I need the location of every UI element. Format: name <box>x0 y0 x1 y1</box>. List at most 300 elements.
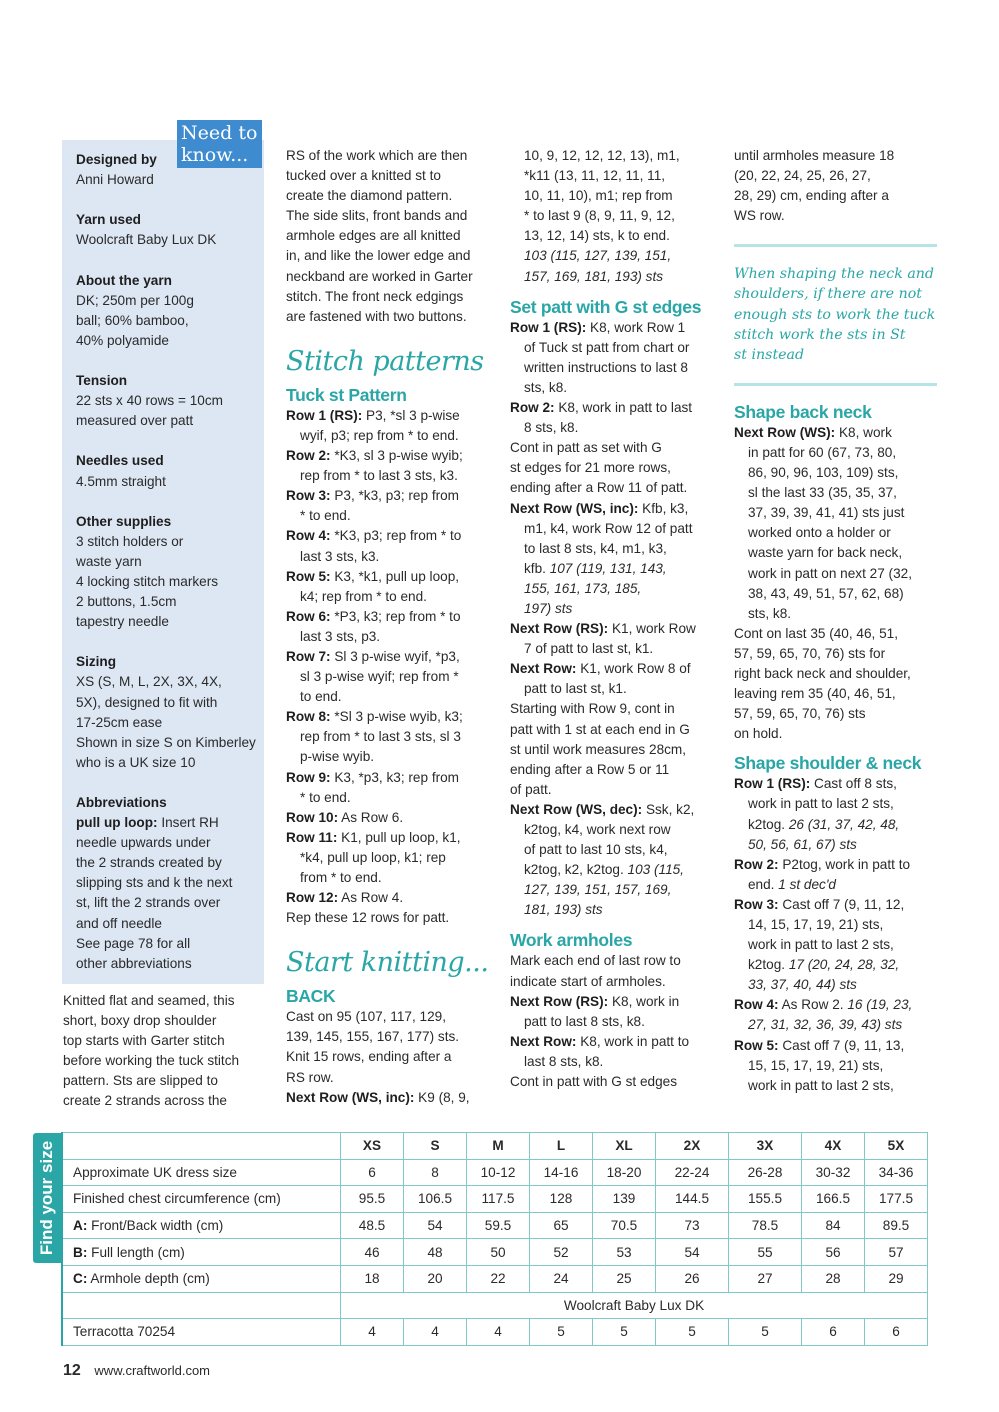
pattern-row <box>286 567 488 587</box>
tuck-st-heading: Tuck st Pattern <box>286 384 407 405</box>
table-cell: 177.5 <box>865 1186 928 1213</box>
table-cell: 155.5 <box>729 1186 802 1213</box>
row-text: P3, *k3, p3; rep from <box>330 488 460 504</box>
labeled-line <box>734 774 937 794</box>
row-text: Cast off 7 (9, 11, 13, <box>778 1037 905 1053</box>
text-line: Cont in patt with G st edges <box>510 1074 677 1090</box>
table-cell: 56 <box>802 1239 865 1266</box>
table-cell: 34-36 <box>865 1159 928 1186</box>
stitch-count: 107 (119, 131, 143, <box>549 560 667 576</box>
table-cell: 95.5 <box>341 1186 404 1213</box>
table-cell: XL <box>593 1133 656 1160</box>
row-label: Row 6: <box>286 608 331 624</box>
italic-line <box>734 975 937 995</box>
row-text: K8, work in patt to last <box>554 400 693 416</box>
table-cell: 22 <box>467 1265 530 1292</box>
stitch-count: 127, 139, 151, 157, 169, <box>524 882 672 898</box>
mixed-line <box>734 955 937 975</box>
sidebar-heading: Abbreviations <box>76 795 167 810</box>
pattern-row <box>286 406 488 426</box>
sidebar-line: waste yarn <box>76 553 142 569</box>
measure-label: Armhole depth (cm) <box>87 1271 210 1287</box>
table-cell: 50 <box>467 1239 530 1266</box>
text: kfb. <box>524 560 550 576</box>
row-label: Row 12: <box>286 890 339 906</box>
text-line: 57, 59, 65, 70, 76) sts for <box>734 645 886 661</box>
table-cell: 18-20 <box>593 1159 656 1186</box>
start-knitting-title: Start knitting... <box>286 947 489 979</box>
text-line: 57, 59, 65, 70, 76) sts <box>734 706 866 722</box>
text-line: indicate start of armholes. <box>510 973 666 989</box>
sidebar-line: 3 stitch holders or <box>76 533 184 549</box>
website-url: www.craftworld.com <box>94 1363 210 1378</box>
mixed-line <box>734 875 937 895</box>
text-line: Cont in patt as set with G <box>510 440 662 456</box>
row-label: Next Row (RS): <box>510 621 609 637</box>
back-instructions <box>286 1007 488 1087</box>
table-cell: 57 <box>865 1239 928 1266</box>
text-line: 139, 145, 155, 167, 177) sts. <box>286 1029 460 1045</box>
text-line: 15, 15, 17, 19, 21) sts, <box>748 1057 884 1073</box>
table-cell: 25 <box>593 1265 656 1292</box>
table-cell: 48.5 <box>341 1212 404 1239</box>
italic-line <box>510 579 701 599</box>
stitch-count: 17 (20, 24, 28, 32, <box>788 957 900 973</box>
text-line: 7 of patt to last st, k1. <box>524 641 654 657</box>
table-cell: 14-16 <box>530 1159 593 1186</box>
row-text: Cast off 7 (9, 11, 12, <box>778 896 905 912</box>
tip-quote-line: stitch work the sts in St <box>734 326 906 343</box>
table-cell: 128 <box>530 1186 593 1213</box>
row-label: Next Row (RS): <box>510 993 609 1009</box>
pattern-row <box>286 888 488 908</box>
text-line: rep from * to last 3 sts, k3. <box>300 468 458 484</box>
table-row <box>62 1159 928 1186</box>
table-cell: 26 <box>656 1265 729 1292</box>
row-text: K1, work Row <box>608 621 696 637</box>
text-line: waste yarn for back neck, <box>748 545 903 561</box>
row-label: Next Row: <box>510 1033 577 1049</box>
text-line: patt to last st, k1. <box>524 681 627 697</box>
italic-line <box>510 880 701 900</box>
row-text: Kfb, k3, <box>638 500 689 516</box>
text-line: Knit 15 rows, ending after a <box>286 1049 452 1065</box>
text-line: Cont on last 35 (40, 46, 51, <box>734 625 898 641</box>
text-line: rep from * to last 3 sts, sl 3 <box>300 729 461 745</box>
table-cell: 4 <box>341 1319 404 1346</box>
table-row-label: Terracotta 70254 <box>62 1319 341 1346</box>
sidebar-line: 5X), designed to fit with <box>76 694 218 710</box>
labeled-line <box>510 398 701 418</box>
text-line: create the diamond pattern. <box>286 188 453 204</box>
text-line: work in patt to last 2 sts, <box>748 1077 894 1093</box>
italic-line <box>734 1015 937 1035</box>
labeled-line <box>510 1032 701 1052</box>
pattern-row <box>286 647 488 667</box>
text-line: of patt. <box>510 781 552 797</box>
measure-letter: C: <box>73 1271 88 1287</box>
italic-line <box>510 599 701 619</box>
back-heading: BACK <box>286 986 336 1007</box>
row-text: K3, *k1, pull up loop, <box>330 568 460 584</box>
row-label: Row 10: <box>286 809 339 825</box>
sidebar-line: See page 78 for all <box>76 935 191 951</box>
sidebar-line: ball; 60% bamboo, <box>76 312 189 328</box>
text-line: are fastened with two buttons. <box>286 308 467 324</box>
row-label: Row 4: <box>286 528 331 544</box>
text: k2tog, k2, k2tog. <box>524 862 628 878</box>
stitch-count: 16 (19, 23, <box>847 997 913 1013</box>
abbrev-term-line <box>76 813 256 833</box>
text-line: sts, k8. <box>524 379 568 395</box>
tip-quote-line: st instead <box>734 346 805 363</box>
mixed-line <box>510 860 701 880</box>
text-line: last 3 sts, k3. <box>300 548 380 564</box>
table-cell: 3X <box>729 1133 802 1160</box>
table-cell: 20 <box>404 1265 467 1292</box>
text-line: sts, k8. <box>748 605 792 621</box>
row-label: Row 1 (RS): <box>734 776 811 792</box>
text-line: sl the last 33 (35, 35, 37, <box>748 485 897 501</box>
labeled-line <box>510 318 701 338</box>
table-cell: 144.5 <box>656 1186 729 1213</box>
row-text: *P3, k3; rep from * to <box>330 608 461 624</box>
text-line: 8 sts, k8. <box>524 420 579 436</box>
row-label: Row 3: <box>734 896 779 912</box>
row-label: Row 5: <box>734 1037 779 1053</box>
measure-letter: B: <box>73 1244 88 1260</box>
table-cell: 59.5 <box>467 1212 530 1239</box>
row-text: K8, work Row 1 <box>586 319 686 335</box>
table-row-label <box>62 1265 341 1292</box>
text-line: on hold. <box>734 726 783 742</box>
row-text: K8, work in patt to <box>576 1033 690 1049</box>
set-patt-heading: Set patt with G st edges <box>510 296 702 317</box>
text-line: 37, 39, 39, 41, 41) sts just <box>748 505 905 521</box>
stitch-count: 157, 169, 181, 193) sts <box>524 268 664 284</box>
text-line: 28, 29) cm, ending after a <box>734 188 889 204</box>
table-cell: S <box>404 1133 467 1160</box>
row-label: Row 2: <box>286 448 331 464</box>
text-line: work in patt to last 2 sts, <box>748 937 894 953</box>
stitch-count: 26 (31, 37, 42, 48, <box>788 816 900 832</box>
table-cell: 5X <box>865 1133 928 1160</box>
row-text: P3, *sl 3 p-wise <box>362 407 460 423</box>
sidebar-heading: Yarn used <box>76 212 141 228</box>
intro-continued <box>286 146 488 327</box>
measure-label: Finished chest circumference (cm) <box>73 1191 281 1207</box>
text-line: 14, 15, 17, 19, 21) sts, <box>748 917 884 932</box>
sidebar-line: XS (S, M, L, 2X, 3X, 4X, <box>76 674 222 690</box>
table-cell: 4 <box>467 1319 530 1346</box>
text-line: to last 8 sts, k4, m1, k3, <box>524 540 667 556</box>
row-text: K3, *p3, k3; rep from <box>330 769 460 785</box>
row-text: Ssk, k2, <box>642 801 695 817</box>
table-row <box>62 1265 928 1292</box>
text-line: of Tuck st patt from chart or <box>524 339 690 355</box>
text-line: 38, 43, 49, 51, 57, 62, 68) <box>748 585 904 601</box>
table-cell: 6 <box>865 1319 928 1346</box>
stitch-count: 103 (115, <box>627 862 684 878</box>
table-cell: 89.5 <box>865 1212 928 1239</box>
table-cell: 8 <box>404 1159 467 1186</box>
sidebar-line: Shown in size S on Kimberley <box>76 734 256 750</box>
text-line: right back neck and shoulder, <box>734 665 911 681</box>
row-label: Row 2: <box>510 400 555 416</box>
table-cell: 4 <box>404 1319 467 1346</box>
table-cell: M <box>467 1133 530 1160</box>
row-label: Next Row (WS): <box>734 424 836 440</box>
labeled-line <box>734 423 937 443</box>
text-line: in, and like the lower edge and <box>286 248 471 264</box>
sidebar-heading: Designed by <box>76 152 157 167</box>
labeled-line <box>510 992 701 1012</box>
table-cell: 5 <box>729 1319 802 1346</box>
sidebar-line: 4 locking stitch markers <box>76 573 219 589</box>
text-line: patt to last 8 sts, k8. <box>524 1013 645 1029</box>
intro-line: Knitted flat and seamed, this <box>63 993 235 1008</box>
labeled-line <box>510 800 701 820</box>
intro-line: short, boxy drop shoulder <box>63 1013 217 1029</box>
table-cell: 106.5 <box>404 1186 467 1213</box>
text-line: ending after a Row 5 or 11 <box>510 761 670 777</box>
sidebar-heading: About the yarn <box>76 272 172 288</box>
row-text: *Sl 3 p-wise wyib, k3; <box>330 709 463 725</box>
table-cell: 24 <box>530 1265 593 1292</box>
text-line: written instructions to last 8 <box>524 359 688 375</box>
table-row <box>62 1239 928 1266</box>
text-line: m1, k4, work Row 12 of patt <box>524 520 693 536</box>
measure-label: Front/Back width (cm) <box>87 1218 224 1234</box>
table-cell: 4X <box>802 1133 865 1160</box>
text-line: * to last 9 (8, 9, 11, 9, 12, <box>524 208 675 224</box>
text-line: st until work measures 28cm, <box>510 741 687 757</box>
text-line: from * to end. <box>300 870 382 885</box>
table-row <box>62 1319 928 1346</box>
table-blank-cell <box>62 1292 341 1319</box>
row-label: Next Row (WS, dec): <box>510 801 643 817</box>
row-text: P2tog, work in patt to <box>778 856 911 872</box>
table-cell: 46 <box>341 1239 404 1266</box>
sidebar-line: the 2 strands created by <box>76 855 222 871</box>
sidebar-line: measured over patt <box>76 413 194 429</box>
table-cell: 6 <box>341 1159 404 1186</box>
text-line: 13, 12, 14) sts, k to end. <box>524 228 670 244</box>
table-cell: 10-12 <box>467 1159 530 1186</box>
row-label: Next Row (WS, inc): <box>510 500 639 516</box>
table-cell: 48 <box>404 1239 467 1266</box>
table-row-label <box>62 1212 341 1239</box>
stitch-count: 197) sts <box>524 600 573 616</box>
row-label: Row 1 (RS): <box>510 319 587 335</box>
measure-letter: A: <box>73 1218 88 1234</box>
pattern-row <box>286 446 488 466</box>
intro-line: create 2 strands across the <box>63 1093 227 1109</box>
text-line: k2tog, k4, work next row <box>524 822 671 837</box>
text: k2tog. <box>748 816 789 832</box>
text-line: patt with 1 st at each end in G <box>510 721 690 737</box>
stitch-count: 27, 31, 32, 36, 39, 43) sts <box>748 1017 903 1033</box>
table-yarn-header-row <box>62 1292 928 1319</box>
italic-line <box>510 246 701 266</box>
row-text: As Row 2. <box>778 997 848 1013</box>
row-label: Row 1 (RS): <box>286 407 363 423</box>
text-line: in patt for 60 (67, 73, 80, <box>748 444 897 460</box>
italic-line <box>734 835 937 855</box>
labeled-line <box>510 499 701 519</box>
labeled-line <box>734 895 937 915</box>
text-line: 86, 90, 96, 103, 109) sts, <box>748 465 899 481</box>
stitch-patterns-title: Stitch patterns <box>286 345 484 377</box>
row-label: Row 9: <box>286 769 331 785</box>
text-line: leaving rem 35 (40, 46, 51, <box>734 686 896 702</box>
yarn-header: Woolcraft Baby Lux DK <box>341 1292 928 1319</box>
tuck-st-rows <box>286 406 488 908</box>
tip-quote-line: When shaping the neck and <box>734 266 934 283</box>
row-text: K8, work <box>835 424 892 440</box>
stitch-count: 33, 37, 40, 44) sts <box>748 977 857 993</box>
text-line: ending after a Row 11 of patt. <box>510 480 688 496</box>
sidebar-line: 40% polyamide <box>76 332 169 348</box>
text-line: RS of the work which are then <box>286 148 468 163</box>
table-cell: 117.5 <box>467 1186 530 1213</box>
table-cell: 166.5 <box>802 1186 865 1213</box>
column-4 <box>734 146 937 1096</box>
table-cell: 18 <box>341 1265 404 1292</box>
table-cell: 53 <box>593 1239 656 1266</box>
text-line: work in patt to last 2 sts, <box>748 796 894 812</box>
table-cell: 139 <box>593 1186 656 1213</box>
text-line: Starting with Row 9, cont in <box>510 701 675 717</box>
row-text: As Row 4. <box>338 890 404 906</box>
intro-line: pattern. Sts are slipped to <box>63 1073 218 1089</box>
table-cell: 70.5 <box>593 1212 656 1239</box>
table-cell: 5 <box>656 1319 729 1346</box>
intro-line: before working the tuck stitch <box>63 1053 240 1069</box>
row-label: Row 3: <box>286 488 331 504</box>
stitch-count: 1 st dec'd <box>778 876 836 892</box>
text-line: * to end. <box>300 508 351 524</box>
text-line: of patt to last 10 sts, k4, <box>524 842 668 858</box>
table-header-row <box>62 1133 928 1160</box>
table-cell: 5 <box>593 1319 656 1346</box>
sidebar-line: 4.5mm straight <box>76 473 166 489</box>
text-line: * to end. <box>300 789 351 805</box>
table-cell: 54 <box>404 1212 467 1239</box>
text-line: p-wise wyib. <box>300 749 375 765</box>
sidebar-line: slipping sts and k the next <box>76 875 233 891</box>
row-label: Row 7: <box>286 648 331 664</box>
text-line: The side slits, front bands and <box>286 208 468 224</box>
table-cell: XS <box>341 1133 404 1160</box>
table-cell: 55 <box>729 1239 802 1266</box>
pattern-row <box>286 707 488 727</box>
sidebar-line: tapestry needle <box>76 614 169 630</box>
rep-line: Rep these 12 rows for patt. <box>286 910 450 926</box>
sidebar-heading: Sizing <box>76 654 117 670</box>
page-number: 12 <box>63 1362 81 1379</box>
text-line: last 3 sts, p3. <box>300 628 381 644</box>
stitch-count: 155, 161, 173, 185, <box>524 580 642 596</box>
text-line: WS row. <box>734 208 785 224</box>
labeled-line <box>734 995 937 1015</box>
row-text: As Row 6. <box>338 809 404 825</box>
row-text: Cast off 8 sts, <box>810 776 897 792</box>
size-table <box>61 1132 928 1346</box>
row-text: K8, work in <box>608 993 680 1009</box>
text-line: st edges for 21 more rows, <box>510 460 671 476</box>
pattern-row <box>286 808 488 828</box>
row-label: Row 5: <box>286 568 331 584</box>
tip-quote-line: shoulders, if there are not <box>734 286 922 303</box>
abbrev-def: Insert RH <box>157 815 219 831</box>
table-cell: 84 <box>802 1212 865 1239</box>
table-row <box>62 1186 928 1213</box>
next-row-line: Next Row (WS, inc): K9 (8, 9, <box>286 1089 470 1105</box>
sidebar-content <box>76 150 256 974</box>
text-line: wyif, p3; rep from * to end. <box>300 427 459 443</box>
column-2 <box>286 146 488 1108</box>
sidebar-heading: Tension <box>76 373 128 389</box>
table-row-label <box>62 1186 341 1213</box>
shape-shoulder-heading: Shape shoulder & neck <box>734 753 922 774</box>
italic-line <box>510 900 701 920</box>
table-cell: 52 <box>530 1239 593 1266</box>
intro-text <box>63 991 239 1112</box>
text-line: armhole edges are all knitted <box>286 228 461 244</box>
sidebar-line: Woolcraft Baby Lux DK <box>76 232 217 248</box>
table-corner-cell <box>62 1133 341 1160</box>
text-line: stitch. The front neck edgings <box>286 288 464 304</box>
italic-line <box>510 267 701 287</box>
text-line: neckband are worked in Garter <box>286 268 473 284</box>
table-row-label <box>62 1239 341 1266</box>
intro-line: top starts with Garter stitch <box>63 1033 225 1049</box>
work-armholes-heading: Work armholes <box>510 930 633 951</box>
pattern-row <box>286 768 488 788</box>
text-line: tucked over a knitted st to <box>286 168 441 184</box>
pattern-row <box>286 526 488 546</box>
text-line: worked onto a holder or <box>748 525 891 541</box>
text-line: Mark each end of last row to <box>510 953 681 969</box>
text-line: 10, 11, 10), m1; rep from <box>524 188 673 204</box>
row-label: Row 2: <box>734 856 779 872</box>
sidebar-line: 2 buttons, 1.5cm <box>76 594 177 610</box>
footer <box>63 1362 210 1380</box>
abbrev-term: pull up loop: <box>76 815 158 831</box>
table-cell: 27 <box>729 1265 802 1292</box>
text-line: to end. <box>300 689 342 705</box>
table-cell: 5 <box>530 1319 593 1346</box>
row-label: Row 11: <box>286 829 338 845</box>
stitch-count: 50, 56, 61, 67) sts <box>748 836 857 852</box>
column-3 <box>510 146 701 1092</box>
need-to-know-badge: Need to know... <box>177 120 262 168</box>
sidebar-heading: Needles used <box>76 453 164 469</box>
sidebar-line: st, lift the 2 strands over <box>76 895 221 911</box>
mixed-line <box>734 815 937 835</box>
sidebar-line: 17-25cm ease <box>76 714 163 730</box>
text: k2tog. <box>748 957 789 973</box>
labeled-line <box>510 619 701 639</box>
row-text: K1, pull up loop, k1, <box>337 829 461 845</box>
table-cell: L <box>530 1133 593 1160</box>
text-line: work in patt on next 27 (32, <box>748 565 912 581</box>
table-cell: 54 <box>656 1239 729 1266</box>
text-line: sl 3 p-wise wyif; rep from * <box>300 669 459 685</box>
sidebar-line: who is a UK size 10 <box>76 754 196 770</box>
text-line: *k4, pull up loop, k1; rep <box>300 849 446 865</box>
